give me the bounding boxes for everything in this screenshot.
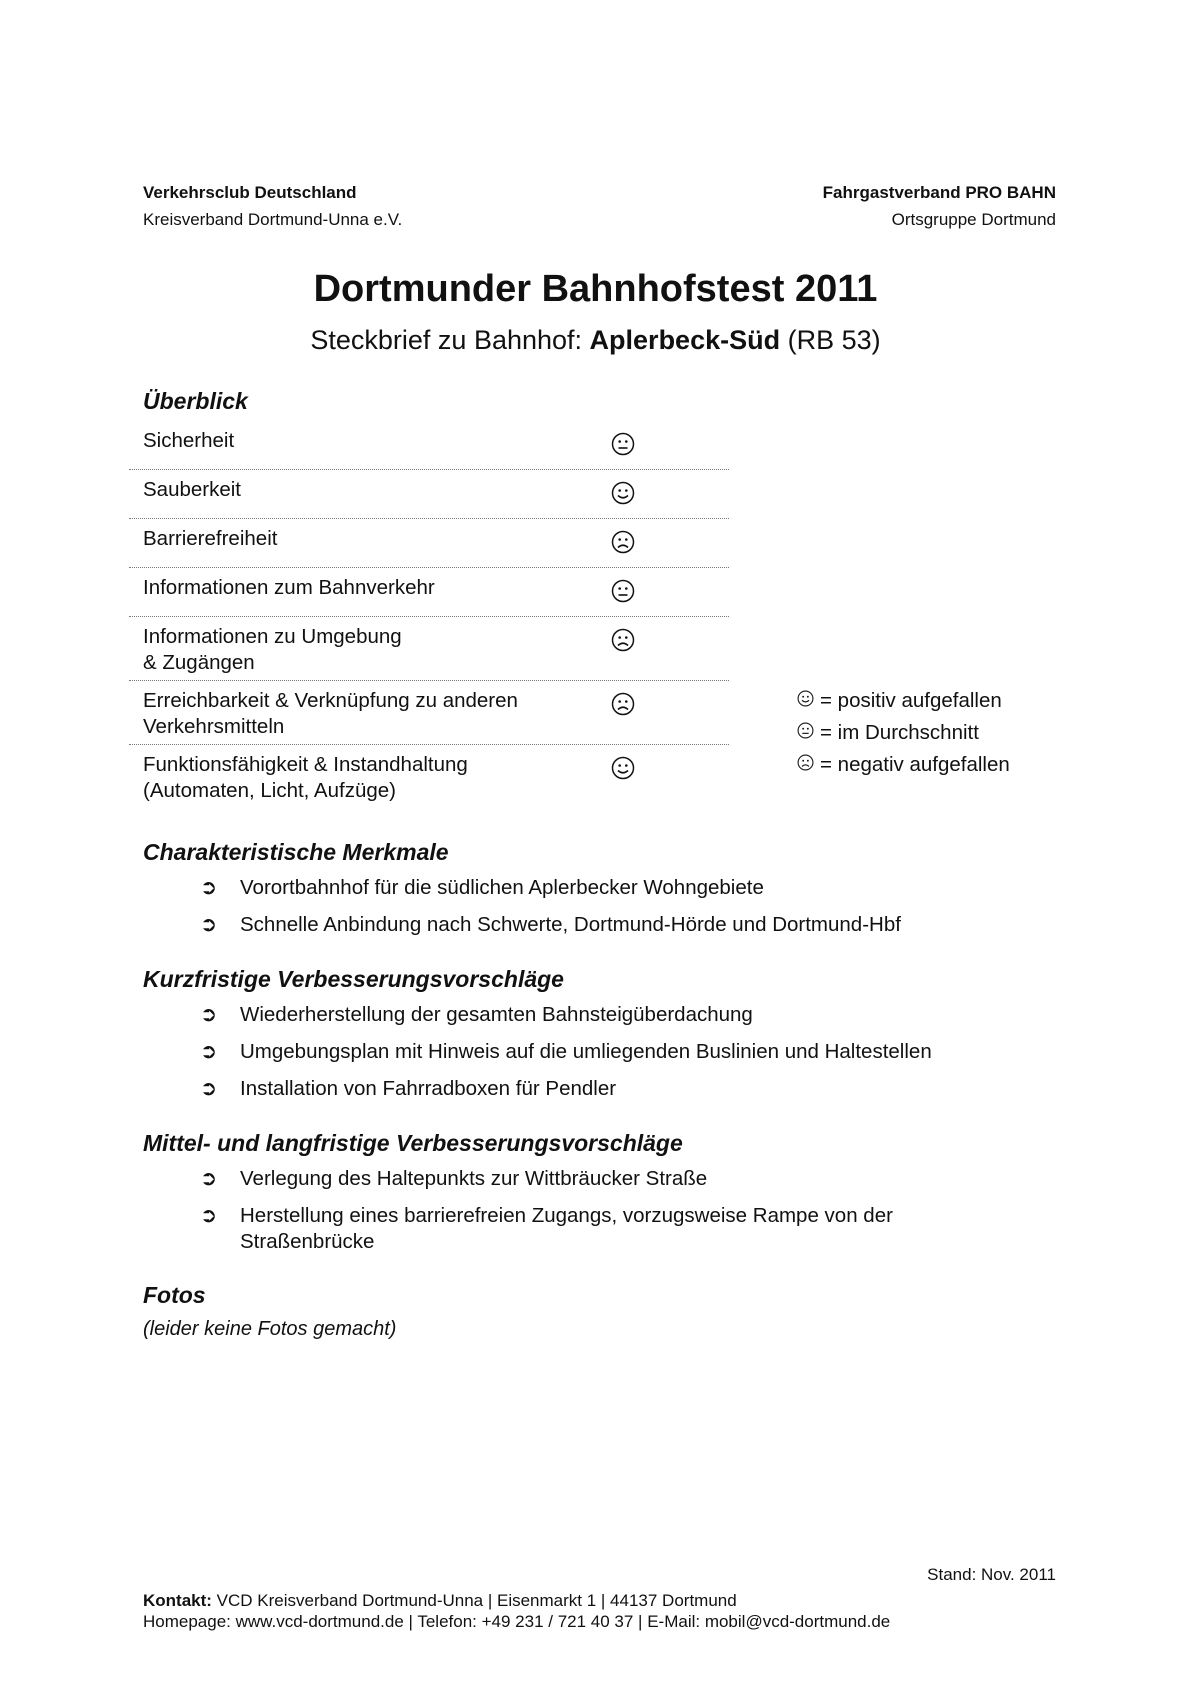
smiley-neutral-icon: [611, 579, 635, 603]
photos-heading: Fotos: [143, 1282, 206, 1308]
contact-label: Kontakt:: [143, 1591, 212, 1610]
arrow-bullet-icon: ➲: [200, 1204, 218, 1227]
smiley-neutral-icon: [797, 720, 814, 746]
list-item-line: Installation von Fahrradboxen für Pendler: [240, 1077, 617, 1100]
long-term-heading: Mittel- und langfristige Verbesserungsvorschläge: [143, 1130, 683, 1156]
list-item-line: Verlegung des Haltepunkts zur Wittbräucker Straße: [240, 1167, 708, 1190]
header-left-org: Verkehrsclub Deutschland: [143, 183, 357, 202]
overview-row-label: [143, 624, 402, 676]
overview-row-line: Verkehrsmitteln: [143, 715, 285, 738]
list-item-line: Vorortbahnhof für die südlichen Aplerbecker Wohngebiete: [240, 876, 764, 899]
contact-text: VCD Kreisverband Dortmund-Unna | Eisenmarkt 1 | 44137 Dortmund: [211, 1591, 737, 1610]
list-item-text: [240, 1203, 1000, 1255]
row-divider: [129, 744, 729, 745]
arrow-bullet-icon: ➲: [200, 1003, 218, 1026]
smiley-positive-icon: [797, 688, 814, 714]
page-title: Dortmunder Bahnhofstest 2011: [313, 268, 878, 310]
legend-item: [797, 688, 1002, 714]
list-item-text: [240, 1002, 1000, 1028]
smiley-neutral-icon: [611, 432, 635, 456]
legend-item: [797, 752, 1010, 778]
overview-heading: Überblick: [143, 388, 248, 414]
footer-contact: [143, 1591, 737, 1611]
overview-row-line: Informationen zu Umgebung: [143, 625, 402, 648]
list-item-text: [240, 1166, 1000, 1192]
subtitle-line: (RB 53): [780, 325, 881, 355]
list-item: [198, 1076, 1000, 1102]
overview-row-label: [143, 688, 518, 740]
smiley-positive-icon: [611, 756, 635, 780]
header-right-sub: Ortsgruppe Dortmund: [891, 210, 1056, 229]
arrow-bullet-icon: ➲: [200, 913, 218, 936]
overview-row-label: [143, 752, 468, 804]
overview-row-line: Sauberkeit: [143, 478, 242, 501]
smiley-positive-icon: [611, 481, 635, 505]
arrow-bullet-icon: ➲: [200, 1167, 218, 1190]
row-divider: [129, 567, 729, 568]
list-item-line: Wiederherstellung der gesamten Bahnsteigüberdachung: [240, 1003, 753, 1026]
smiley-negative-icon: [611, 530, 635, 554]
page-subtitle: [0, 325, 1191, 356]
legend-text: = negativ aufgefallen: [820, 753, 1010, 776]
overview-row-label: [143, 575, 435, 601]
header-right-org: Fahrgastverband PRO BAHN: [822, 183, 1056, 202]
row-divider: [129, 680, 729, 681]
smiley-negative-icon: [797, 752, 814, 778]
list-item: [198, 912, 1000, 938]
overview-row-line: & Zugängen: [143, 651, 255, 674]
list-item: [198, 1166, 1000, 1192]
overview-row-line: Sicherheit: [143, 429, 235, 452]
list-item-text: [240, 912, 1000, 938]
features-heading: Charakteristische Merkmale: [143, 839, 449, 865]
list-item-line: Herstellung eines barrierefreien Zugangs, vorzugsweise Rampe von der: [240, 1204, 893, 1227]
overview-row-line: Funktionsfähigkeit & Instandhaltung: [143, 753, 468, 776]
list-item-text: [240, 1039, 1000, 1065]
smiley-negative-icon: [611, 628, 635, 652]
arrow-bullet-icon: ➲: [200, 1040, 218, 1063]
arrow-bullet-icon: ➲: [200, 876, 218, 899]
list-item-line: Umgebungsplan mit Hinweis auf die umliegenden Buslinien und Haltestellen: [240, 1040, 932, 1063]
list-item: [198, 1002, 1000, 1028]
row-divider: [129, 616, 729, 617]
overview-row-label: [143, 526, 277, 552]
overview-row-line: Barrierefreiheit: [143, 527, 278, 550]
legend-text: = im Durchschnitt: [820, 721, 979, 744]
list-item-text: [240, 875, 1000, 901]
list-item: [198, 1203, 1000, 1255]
overview-row-label: [143, 477, 241, 503]
row-divider: [129, 518, 729, 519]
short-term-heading: Kurzfristige Verbesserungsvorschläge: [143, 966, 564, 992]
stand-date: Stand: Nov. 2011: [927, 1565, 1056, 1584]
legend-item: [797, 720, 979, 746]
station-name: Aplerbeck-Süd: [589, 325, 781, 355]
list-item-text: [240, 1076, 1000, 1102]
overview-row-label: [143, 428, 234, 454]
row-divider: [129, 469, 729, 470]
arrow-bullet-icon: ➲: [200, 1077, 218, 1100]
footer-homepage: Homepage: www.vcd-dortmund.de | Telefon: +49 231 / 721 40 37 | E-Mail: mobil@vcd-dortmund.de: [143, 1612, 891, 1631]
list-item-line: Straßenbrücke: [240, 1230, 375, 1253]
legend-text: = positiv aufgefallen: [820, 689, 1002, 712]
overview-row-line: Erreichbarkeit & Verknüpfung zu anderen: [143, 689, 518, 712]
photos-note: (leider keine Fotos gemacht): [143, 1318, 397, 1340]
overview-row-line: (Automaten, Licht, Aufzüge): [143, 779, 396, 802]
overview-row-line: Informationen zum Bahnverkehr: [143, 576, 435, 599]
list-item: [198, 1039, 1000, 1065]
subtitle-prefix: Steckbrief zu Bahnhof:: [310, 325, 590, 355]
smiley-negative-icon: [611, 692, 635, 716]
list-item: [198, 875, 1000, 901]
header-left-sub: Kreisverband Dortmund-Unna e.V.: [143, 210, 403, 229]
list-item-line: Schnelle Anbindung nach Schwerte, Dortmund-Hörde und Dortmund-Hbf: [240, 913, 901, 936]
